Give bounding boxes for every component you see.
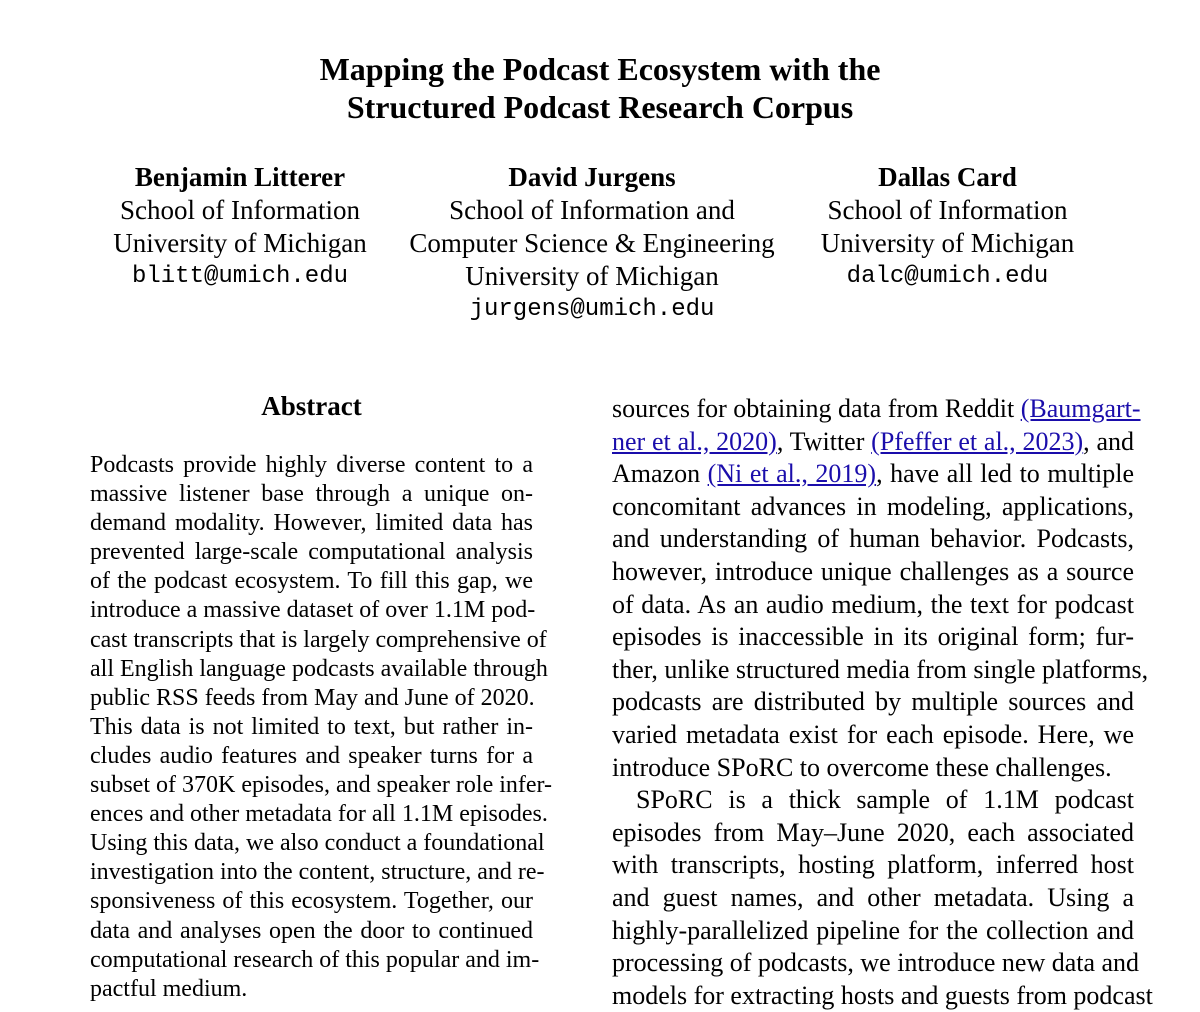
body-text: , have all led to multiple (876, 459, 1134, 489)
author-email: dalc@umich.edu (846, 263, 1049, 290)
citation-link-baumgartner[interactable]: (Baumgart- (1020, 394, 1141, 423)
body-text: Amazon (612, 459, 708, 489)
body-line (612, 458, 1134, 491)
body-line: of data. As an audio medium, the text for podcast (612, 589, 1134, 619)
author-block (392, 161, 792, 326)
body-line: highly-parallelized pipeline for the collection and (612, 915, 1134, 945)
body-line: ther, unlike structured media from single platforms, (612, 654, 1149, 684)
body-line: with transcripts, hosting platform, inferred host (612, 850, 1134, 880)
abstract-line: massive listener base through a unique on- (90, 481, 533, 508)
title-line: Structured Podcast Research Corpus (346, 89, 854, 125)
author-affiliation: University of Michigan (820, 228, 1075, 258)
body-text: , and (1083, 426, 1134, 456)
abstract-line: Podcasts provide highly diverse content to a (90, 452, 533, 478)
citation-link-ni[interactable]: (Ni et al., 2019) (707, 459, 877, 489)
author-affiliation: School of Information (827, 195, 1068, 225)
body-line: episodes is inaccessible in its original form; fur- (612, 622, 1134, 652)
citation-link-baumgartner[interactable]: ner et al., 2020) (612, 426, 777, 456)
author-affiliation: School of Information and (449, 195, 735, 225)
abstract-line: demand modality. However, limited data has (90, 510, 533, 537)
body-line (612, 393, 1141, 426)
author-name: Benjamin Litterer (134, 162, 346, 192)
citation-link-pfeffer[interactable]: (Pfeffer et al., 2023) (871, 426, 1084, 456)
body-line: and guest names, and other metadata. Using a (612, 882, 1134, 912)
body-text: sources for obtaining data from Reddit (612, 394, 1021, 423)
abstract-line: public RSS feeds from May and June of 2020. (90, 684, 535, 711)
abstract-line: computational research of this popular and im- (90, 946, 540, 973)
body-column (612, 393, 1153, 1012)
abstract-line: pactful medium. (90, 975, 248, 1002)
abstract-line: of the podcast ecosystem. To fill this gap, we (90, 568, 533, 595)
body-text: , Twitter (776, 426, 872, 456)
body-line: and understanding of human behavior. Podcasts, (612, 524, 1134, 554)
abstract-line: cludes audio features and speaker turns for a (90, 742, 533, 769)
abstract-line: prevented large-scale computational analysis (90, 539, 533, 566)
body-line: models for extracting hosts and guests from podcast (612, 980, 1153, 1010)
abstract-body (90, 451, 553, 1004)
body-line (612, 426, 1134, 459)
body-line: processing of podcasts, we introduce new data and (612, 948, 1140, 978)
author-affiliation: University of Michigan (465, 261, 719, 291)
author-block (800, 161, 1095, 293)
abstract-line: subset of 370K episodes, and speaker role infer- (90, 772, 553, 799)
abstract-line: cast transcripts that is largely comprehensive of (90, 626, 547, 653)
paper-title (0, 50, 1200, 126)
abstract-line: data and analyses open the door to continued (90, 917, 533, 944)
body-line: however, introduce unique challenges as a source (612, 556, 1134, 586)
author-email: jurgens@umich.edu (469, 296, 715, 323)
abstract-line: all English language podcasts available through (90, 655, 548, 682)
abstract-heading: Abstract (261, 391, 362, 421)
author-name: Dallas Card (878, 162, 1017, 192)
author-affiliation: Computer Science & Engineering (409, 228, 775, 258)
body-line: SPoRC is a thick sample of 1.1M podcast (636, 785, 1134, 815)
author-block (95, 161, 385, 293)
body-line: concomitant advances in modeling, applications, (612, 491, 1134, 521)
abstract-line: ences and other metadata for all 1.1M episodes. (90, 801, 548, 828)
author-affiliation: University of Michigan (113, 228, 367, 258)
body-line: podcasts are distributed by multiple sources and (612, 687, 1134, 717)
abstract-line: Using this data, we also conduct a foundational (90, 830, 545, 857)
abstract-line: sponsiveness of this ecosystem. Together, our (90, 888, 533, 915)
body-line: episodes from May–June 2020, each associated (612, 817, 1134, 847)
author-name: David Jurgens (508, 162, 676, 192)
author-email: blitt@umich.edu (131, 263, 349, 290)
author-affiliation: School of Information (120, 195, 360, 225)
body-line: varied metadata exist for each episode. Here, we (612, 719, 1134, 749)
abstract-line: investigation into the content, structure, and re- (90, 859, 545, 886)
abstract-line: This data is not limited to text, but rather in- (90, 713, 533, 740)
abstract-line: introduce a massive dataset of over 1.1M pod- (90, 597, 536, 624)
title-line: Mapping the Podcast Ecosystem with the (319, 51, 881, 87)
body-line: introduce SPoRC to overcome these challenges. (612, 752, 1112, 782)
